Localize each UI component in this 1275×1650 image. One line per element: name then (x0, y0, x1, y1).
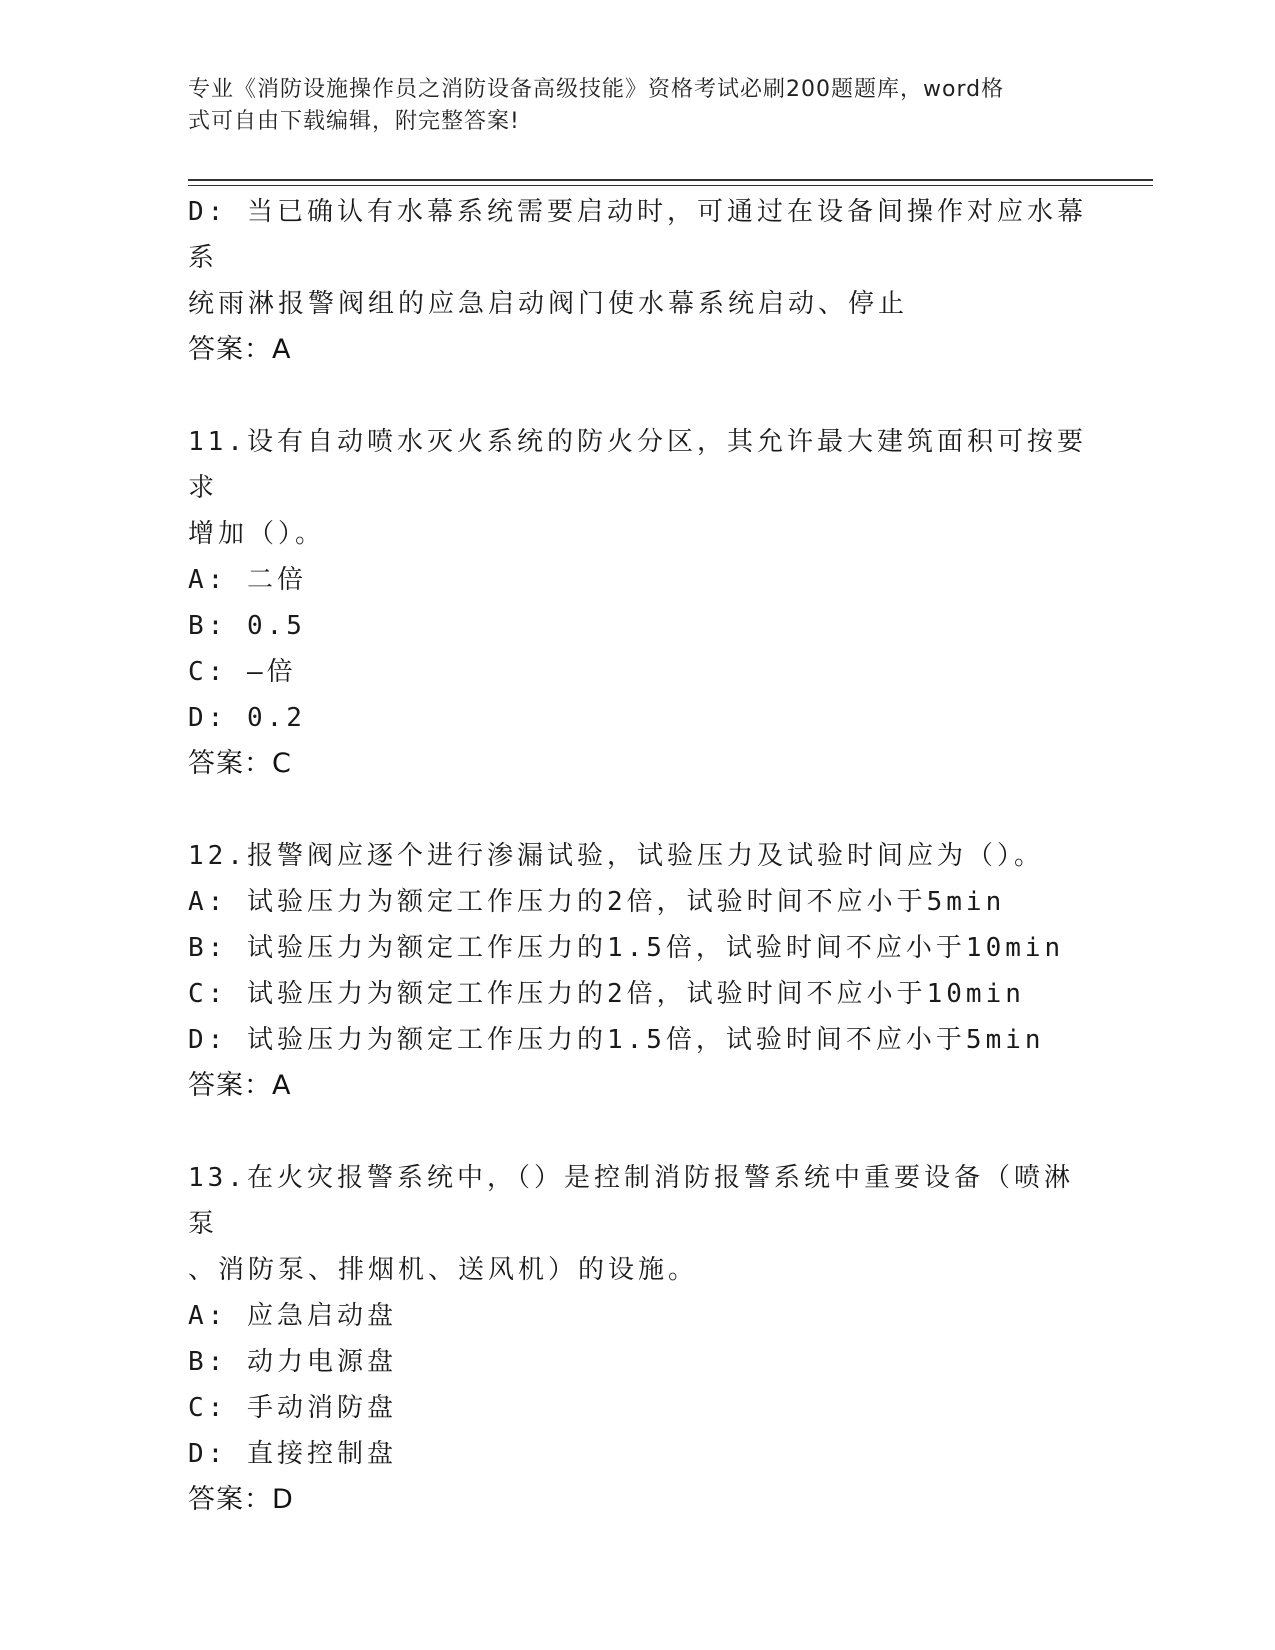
option-d: D: 0.2 (188, 703, 306, 733)
question-13 (188, 1155, 1088, 1523)
option-c: C: —倍 (188, 657, 297, 687)
header-line-2: 式可自由下载编辑，附完整答案! (188, 109, 520, 134)
option-a: A: 二倍 (188, 565, 307, 595)
option-c: C: 手动消防盘 (188, 1393, 397, 1423)
question-11 (188, 419, 1088, 787)
option-a: A: 应急启动盘 (188, 1301, 397, 1331)
answer-line: 答案：A (188, 334, 292, 365)
option-d-continued: 统雨淋报警阀组的应急启动阀门使水幕系统启动、停止 (188, 289, 909, 319)
question-stem: 13.在火灾报警系统中，（）是控制消防报警系统中重要设备（喷淋泵 (188, 1163, 1074, 1239)
header-rule-thin (188, 185, 1153, 186)
option-c: C: 试验压力为额定工作压力的2倍，试验时间不应小于10min (188, 979, 1025, 1009)
question-stem-continued: 、消防泵、排烟机、送风机）的设施。 (188, 1255, 699, 1285)
answer-line: 答案：C (188, 748, 292, 779)
option-d: D: 当已确认有水幕系统需要启动时，可通过在设备间操作对应水幕系 (188, 197, 1087, 273)
question-12 (188, 833, 1088, 1109)
previous-question-tail (188, 189, 1088, 373)
answer-line: 答案：A (188, 1070, 292, 1101)
question-stem: 12.报警阀应逐个进行渗漏试验，试验压力及试验时间应为（）。 (188, 841, 1044, 871)
question-stem-continued: 增加（）。 (188, 519, 326, 549)
spacer (188, 787, 1088, 833)
option-d: D: 试验压力为额定工作压力的1.5倍，试验时间不应小于5min (188, 1025, 1045, 1055)
spacer (188, 1109, 1088, 1155)
option-b: B: 动力电源盘 (188, 1347, 397, 1377)
option-b: B: 试验压力为额定工作压力的1.5倍，试验时间不应小于10min (188, 933, 1065, 963)
spacer (188, 373, 1088, 419)
option-b: B: 0.5 (188, 611, 306, 641)
header-line-1: 专业《消防设施操作员之消防设备高级技能》资格考试必刷200题题库，word格 (188, 77, 1005, 102)
document-header (188, 74, 1088, 138)
question-stem: 11.设有自动喷水灭火系统的防火分区，其允许最大建筑面积可按要求 (188, 427, 1087, 503)
document-body (188, 189, 1088, 1523)
answer-line: 答案：D (188, 1484, 294, 1515)
option-a: A: 试验压力为额定工作压力的2倍，试验时间不应小于5min (188, 887, 1006, 917)
header-rule-thick (188, 179, 1153, 181)
option-d: D: 直接控制盘 (188, 1439, 397, 1469)
